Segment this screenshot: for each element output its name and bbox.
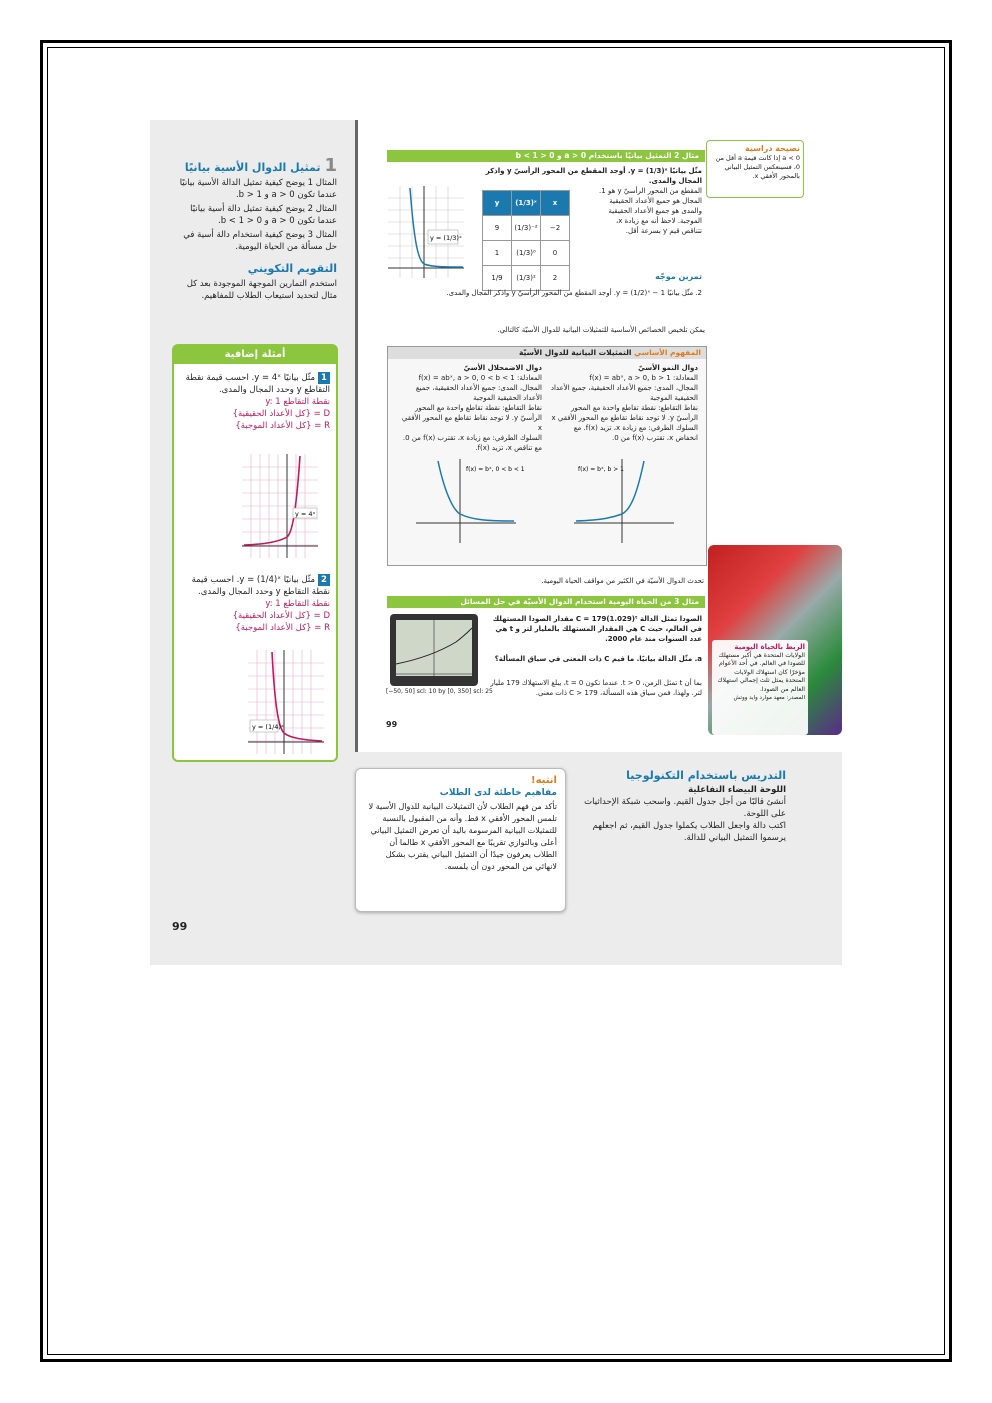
example-3-part-a: a. مثّل الدالة بيانيًا. ما قيم C ذات المعنى في سياق المسألة؟ — [494, 655, 702, 663]
formative-text: استخدم التمارين الموجهة الموجودة بعد كل مثال لتحديد استيعاب الطلاب للمفاهيم. — [186, 279, 337, 301]
answer-range: R = {كل الأعداد الموجبة} — [235, 421, 330, 431]
tech-section — [578, 770, 786, 844]
additional-example-2 — [180, 574, 330, 634]
example-2-question: مثّل بيانيًا y = (1/3)ˣ. أوجد المقطع من المحور الرأسيّ y واذكر المجال والمدى. — [485, 167, 702, 185]
decay-column: دوال الاضمحلال الأسيّ المعادلة: f(x) = abˣ, a > 0, 0 < b < 1 المجال، المدى: جميع الأعداد الحقيقية، جميع الأعداد الحقيقية الموجبة نقاط التقاطع: نقطة تقاطع واحدة مع المحور الرأسيّ y. لا توجد نقاط تقاطع مع المحور الأفقي x السلوك الطرفي: مع زيادة x، تقترب f(x) من 0. مع تناقص x، تزيد f(x). — [401, 364, 542, 452]
graph-quarter-label: y = (1/4)ˣ — [252, 723, 284, 731]
additional-examples-box — [172, 344, 338, 762]
tech-text-1: أنشئ قالبًا من أجل جدول القيم. واسحب شبكة الإحداثيات على اللوحة. — [584, 797, 786, 819]
tech-subtitle: اللوحة البيضاء التفاعلية — [688, 785, 786, 795]
growth-graph — [574, 459, 674, 543]
example-text: مثّل بيانيًا y = 4ˣ. احسب قيمة نقطة التقاطع y وحدد المجال والمدى. — [185, 373, 330, 395]
curve-4x — [244, 456, 300, 545]
example-1-note: المثال 1 يوضح كيفية تمثيل الدالة الأسية بيانيًا عندما تكون a > 0 و b > 1. — [179, 178, 337, 200]
graph-quarter-x — [248, 650, 324, 754]
warning-title: انتبه! — [531, 775, 557, 786]
graph-4x-label: y = 4ˣ — [295, 510, 316, 518]
concept-header: المفهوم الأساسي التمثيلات البيانية للدوال الأسيّة — [388, 347, 706, 359]
col-x: x — [541, 191, 570, 216]
example-3-bar: مثال 3 من الحياة اليومية استخدام الدوال الأسيّة في حل المسائل — [387, 596, 705, 608]
additional-example-1 — [180, 372, 330, 432]
example-3-text: الصودا تمثل الدالة C = 179(1.029)ᵗ مقدار الصودا المستهلك في العالم، حيث C هي المقدار المستهلك بالمليار لتر و t هي عدد السنوات منذ عام 2000. — [492, 615, 702, 643]
example-text: مثّل بيانيًا y = (1/4)ˣ. احسب قيمة نقطة التقاطع y وحدد المجال والمدى. — [191, 575, 330, 597]
graph-third-x — [388, 186, 464, 278]
page-number: 99 — [172, 920, 188, 933]
example-2-bar: مثال 2 التمثيل بيانيًا باستخدام a > 0 و 0 < b < 1 — [387, 150, 705, 162]
inner-page-number: 99 — [386, 720, 398, 729]
growth-column: دوال النمو الأسيّ المعادلة: f(x) = abˣ, a > 0, b > 1 المجال، المدى: جميع الأعداد الحقيقية، جميع الأعداد الحقيقية الموجبة نقاط التقاطع: نقطة تقاطع واحدة مع المحور الرأسيّ y. لا توجد نقاط تقاطع مع المحور الأفقي x السلوك الطرفي: مع زيادة x، تزيد f(x). مع انخفاض x، تقترب f(x) من 0. — [550, 364, 698, 442]
calc-graph — [396, 620, 472, 676]
table-row: 1 (1/3)⁰ 0 — [483, 241, 570, 266]
formative-title: التقويم التكويني — [247, 262, 337, 275]
col-y: y — [483, 191, 512, 216]
calculator-screen — [390, 614, 478, 686]
decay-label: f(x) = bˣ, 0 < b < 1 — [466, 466, 525, 473]
answer-range: R = {كل الأعداد الموجبة} — [235, 623, 330, 633]
growth-label: f(x) = bˣ, b > 1 — [578, 466, 624, 473]
answer-domain: D = {كل الأعداد الحقيقية} — [232, 611, 330, 621]
realworld-note: الربط بالحياة اليومية الولايات المتحدة هي أكبر مستهلك للصودا في العالم. في أحد الأعوام مؤخرًا كان استهلاك الولايات المتحدة يمثل ثلث إجمالي استهلاك العالم من الصودا. المصدر: معهد موارد وايد ووتش — [712, 640, 808, 735]
example-2-description: المقطع من المحور الرأسيّ y هو 1. المجال هو جميع الأعداد الحقيقية والمدى هو جميع الأعداد الحقيقية الموجبة. لاحظ أنه مع زيادة x، تتناقص قيم y بسرعة أقل. — [599, 187, 702, 235]
warning-subtitle: مفاهيم خاطئة لدى الطلاب — [439, 788, 557, 798]
tech-title: التدريس باستخدام التكنولوجيا — [626, 769, 786, 782]
key-concept-box — [387, 346, 707, 566]
example-2-note: المثال 2 يوضح كيفية تمثيل دالة أسية بيانيًا عندما تكون a > 0 و 0 < b < 1. — [190, 204, 337, 226]
section-number: 1 — [324, 155, 337, 176]
graph-4x — [242, 454, 318, 558]
summary-line: يمكن تلخيص الخصائص الأساسية للتمثيلات البيانية للدوال الأسيّة كالتالي. — [497, 326, 705, 334]
section-title: تمثيل الدوال الأسية بيانيًا — [184, 161, 321, 174]
tech-text-2: اكتب دالة واجعل الطلاب يكملوا جدول القيم، ثم اجعلهم يرسموا التمثيل البياني للدالة. — [592, 821, 786, 843]
answer-intercept: نقطة التقاطع y: 1 — [265, 599, 330, 609]
answer-domain: D = {كل الأعداد الحقيقية} — [232, 409, 330, 419]
graph-third-label: y = (1/3)ˣ — [430, 234, 462, 242]
guided-question: 2. مثّل بيانيًا y = (1/2)ˣ − 1. أوجد المقطع من المحور الرأسيّ y واذكر المجال والمدى. — [446, 289, 702, 297]
teacher-column — [172, 155, 337, 304]
table-row: 1/9 (1/3)² 2 — [483, 266, 570, 291]
section-heading — [172, 155, 337, 176]
daily-line: تحدث الدوال الأسيّة في الكثير من مواقف الحياة اليومية. — [541, 577, 704, 585]
warning-text: تأكد من فهم الطلاب لأن التمثيلات البيانية للدوال الأسية لا تلمس المحور الأفقي x قط. وأنه من المقبول بالنسبة للتمثيلات البيانية المرسومة باليد أن تعرض التمثيل البياني أعلى وبالتوازي تقريبًا مع المحور الأفقي x طالما أن الطلاب يعرفون جيدًا أن التمثيل البياني يقترب بشكل لانهائي من المحور دون أن يلمسه. — [368, 802, 557, 871]
guided-title: تمرين موجّه — [655, 272, 702, 281]
example-number: 2 — [318, 574, 330, 586]
study-tip — [706, 140, 804, 198]
additional-examples-title: أمثلة إضافية — [174, 346, 336, 364]
example-3-note: المثال 3 يوضح كيفية استخدام دالة أسية في حل مسألة من الحياة اليومية. — [183, 230, 337, 252]
example-3-answer: بما أن t تمثل الزمن، t > 0. عندما تكون t = 0، يبلغ الاستهلاك 179 مليار لتر. ولهذا، فمن سياق هذه المسألة، C > 179 ذات معنى. — [490, 679, 702, 697]
tip-title: نصيحة دراسية — [745, 144, 800, 153]
calc-caption: [−50, 50] scl: 10 by [0, 350] scl: 25 — [386, 688, 493, 695]
answer-intercept: نقطة التقاطع y: 1 — [265, 397, 330, 407]
decay-graph — [416, 459, 525, 543]
tip-text: a < 0 إذا كانت قيمة a أقل من 0، فسينعكس التمثيل البياني بالمحور الأفقي x. — [715, 154, 800, 180]
example-number: 1 — [318, 372, 330, 384]
col-power: (1/3)ˣ — [512, 191, 541, 216]
misconception-box — [355, 768, 566, 912]
table-row: 9 (1/3)⁻² −2 — [483, 216, 570, 241]
values-table — [482, 190, 570, 291]
